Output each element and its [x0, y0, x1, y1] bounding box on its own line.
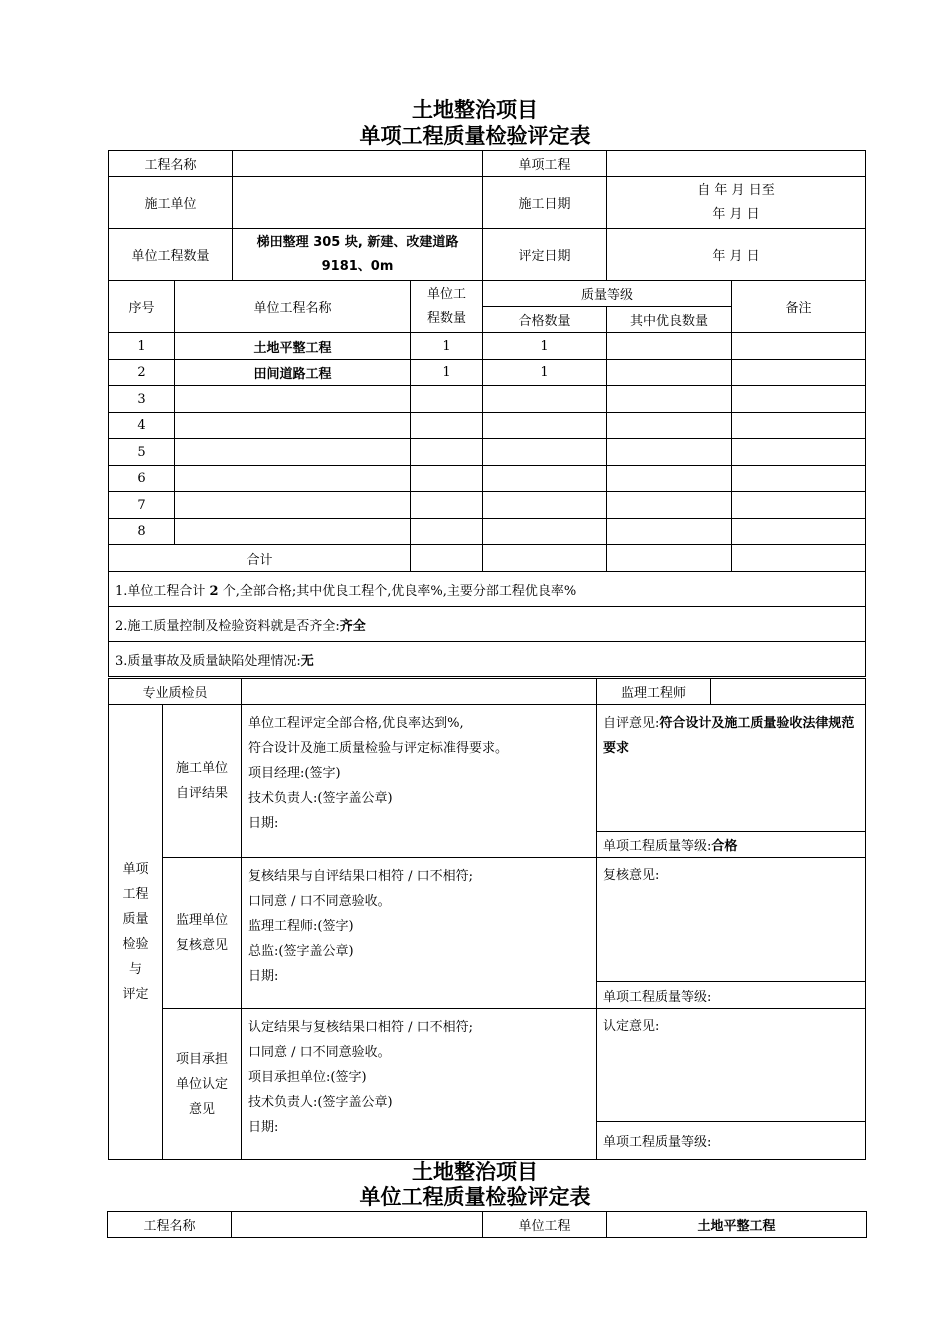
total-count[interactable]	[411, 545, 483, 572]
owner-confirm-text	[242, 1009, 597, 1160]
second-header-table	[107, 1211, 867, 1238]
unit-count-line2: 9181、0m	[321, 258, 394, 274]
row-name[interactable]	[175, 492, 411, 519]
row-count[interactable]: 1	[411, 360, 483, 386]
row-name[interactable]: 田间道路工程	[175, 360, 411, 386]
contractor-label: 施工单位	[109, 177, 233, 229]
col-unit-count-header	[411, 281, 483, 333]
row-seq: 4	[109, 413, 175, 439]
col-qualified-header: 合格数量	[483, 307, 607, 333]
summary-line-2-label: 2.施工质量控制及检验资料就是否齐全:	[115, 618, 340, 634]
owner-line: 技术负责人:(签字盖公章)	[248, 1095, 393, 1110]
col-excellent-header: 其中优良数量	[607, 307, 732, 333]
row-excellent[interactable]	[607, 333, 732, 360]
table-row	[109, 466, 866, 492]
total-remarks[interactable]	[732, 545, 866, 572]
row-excellent[interactable]	[607, 466, 732, 492]
owner-line: 项目承担单位:(签字)	[248, 1070, 367, 1085]
unit-count-line1: 梯田整理 305 块, 新建、改建道路	[256, 234, 459, 250]
document-title-line1: 土地整治项目	[412, 98, 538, 122]
owner-label-line: 项目承担	[176, 1051, 229, 1067]
row-remarks[interactable]	[732, 413, 866, 439]
col-unit-count-header-line2: 程数量	[426, 310, 466, 326]
summary-line-1-text-a: 1.单位工程合计	[115, 583, 210, 599]
contractor-line: 单位工程评定全部合格,优良率达到%,	[248, 716, 464, 731]
row-name[interactable]: 土地平整工程	[175, 333, 411, 360]
row-qualified[interactable]	[483, 413, 607, 439]
single-project-value[interactable]	[607, 151, 866, 177]
row-qualified[interactable]: 1	[483, 333, 607, 360]
contractor-line: 日期:	[248, 816, 279, 831]
side-label-line: 单项	[122, 862, 149, 877]
supervisor-engineer-label: 监理工程师	[597, 679, 711, 705]
col-quality-grade-header: 质量等级	[483, 281, 732, 307]
side-label-line: 评定	[122, 987, 149, 1002]
summary-line-1-count: 2	[209, 583, 219, 599]
second-project-name-value[interactable]	[232, 1212, 483, 1238]
row-remarks[interactable]	[732, 492, 866, 519]
supervisor-line: 口同意 / 口不同意验收。	[248, 894, 391, 909]
grade-1-value: 合格	[711, 839, 738, 854]
second-document-title-line2: 单位工程质量检验评定表	[359, 1185, 591, 1209]
row-excellent[interactable]	[607, 360, 732, 386]
summary-line-2	[109, 607, 866, 642]
row-name[interactable]	[175, 413, 411, 439]
row-excellent[interactable]	[607, 413, 732, 439]
grade-2-label: 单项工程质量等级:	[603, 989, 712, 1005]
row-count[interactable]	[411, 439, 483, 466]
supervisor-line: 复核结果与自评结果口相符 / 口不相符;	[248, 869, 474, 884]
supervisor-label-line: 复核意见	[176, 938, 229, 953]
summary-line-2-value: 齐全	[339, 618, 366, 634]
total-label: 合计	[109, 545, 411, 572]
owner-label-line: 意见	[189, 1101, 216, 1117]
table-row	[109, 492, 866, 519]
single-project-label: 单项工程	[483, 151, 607, 177]
col-unit-name-header: 单位工程名称	[175, 281, 411, 333]
grade-3-label: 单项工程质量等级:	[603, 1135, 712, 1150]
row-seq: 5	[109, 439, 175, 466]
review-opinion-cell[interactable]	[597, 858, 866, 982]
contractor-self-eval-text	[242, 705, 597, 858]
supervisor-engineer-value[interactable]	[711, 679, 866, 705]
owner-confirm-label	[163, 1009, 242, 1160]
row-qualified[interactable]: 1	[483, 360, 607, 386]
row-count[interactable]	[411, 386, 483, 413]
header-table	[108, 150, 866, 281]
row-seq: 1	[109, 333, 175, 360]
second-document-title-line1: 土地整治项目	[412, 1160, 538, 1184]
row-name[interactable]	[175, 466, 411, 492]
row-remarks[interactable]	[732, 519, 866, 545]
row-name[interactable]	[175, 439, 411, 466]
self-opinion-cell[interactable]	[597, 705, 866, 832]
row-seq: 3	[109, 386, 175, 413]
second-project-name-label: 工程名称	[108, 1212, 232, 1238]
project-name-value[interactable]	[233, 151, 483, 177]
row-count[interactable]	[411, 519, 483, 545]
row-qualified[interactable]	[483, 386, 607, 413]
row-count[interactable]: 1	[411, 333, 483, 360]
eval-date-value[interactable]: 年 月 日	[607, 229, 866, 281]
row-count[interactable]	[411, 466, 483, 492]
summary-line-3-value: 无	[300, 653, 314, 669]
total-qualified[interactable]	[483, 545, 607, 572]
construction-date-line2: 年 月 日	[712, 206, 760, 222]
construction-date-label: 施工日期	[483, 177, 607, 229]
owner-label-line: 单位认定	[176, 1076, 229, 1092]
contractor-label-line: 自评结果	[176, 786, 229, 801]
row-count[interactable]	[411, 413, 483, 439]
table-row	[109, 413, 866, 439]
total-excellent[interactable]	[607, 545, 732, 572]
row-name[interactable]	[175, 519, 411, 545]
contractor-self-eval-label	[163, 705, 242, 858]
contractor-line: 技术负责人:(签字盖公章)	[248, 791, 393, 806]
table-row	[109, 386, 866, 413]
contractor-label-line: 施工单位	[176, 761, 229, 776]
unit-count-label: 单位工程数量	[109, 229, 233, 281]
evaluation-table	[108, 678, 866, 1160]
unit-count-value[interactable]	[233, 229, 483, 281]
construction-date-line1: 自 年 月 日至	[697, 182, 775, 198]
construction-date-value[interactable]	[607, 177, 866, 229]
row-remarks[interactable]	[732, 333, 866, 360]
row-excellent[interactable]	[607, 386, 732, 413]
review-opinion-label: 复核意见:	[603, 868, 660, 883]
contractor-value[interactable]	[233, 177, 483, 229]
side-label-line: 质量	[122, 912, 149, 927]
row-qualified[interactable]	[483, 466, 607, 492]
self-opinion-value: 符合设计及施工质量验收法律规范要求	[603, 716, 855, 756]
contractor-line: 项目经理:(签字)	[248, 766, 341, 781]
table-row	[109, 519, 866, 545]
owner-line: 口同意 / 口不同意验收。	[248, 1045, 391, 1060]
row-excellent[interactable]	[607, 492, 732, 519]
row-name[interactable]	[175, 386, 411, 413]
eval-date-label: 评定日期	[483, 229, 607, 281]
supervisor-line: 总监:(签字盖公章)	[248, 944, 354, 959]
table-row	[109, 333, 866, 360]
document-title-line2: 单项工程质量检验评定表	[359, 124, 591, 148]
row-seq: 8	[109, 519, 175, 545]
row-remarks[interactable]	[732, 466, 866, 492]
col-remarks-header: 备注	[732, 281, 866, 333]
grade-1-cell[interactable]	[597, 832, 866, 858]
self-opinion-label: 自评意见:	[603, 716, 660, 731]
row-seq: 2	[109, 360, 175, 386]
table-row	[109, 360, 866, 386]
grade-2-cell[interactable]	[597, 982, 866, 1009]
col-seq-header: 序号	[109, 281, 175, 333]
confirm-opinion-label: 认定意见:	[603, 1019, 660, 1034]
grade-3-cell[interactable]	[597, 1122, 866, 1160]
row-qualified[interactable]	[483, 519, 607, 545]
owner-line: 日期:	[248, 1120, 279, 1135]
row-excellent[interactable]	[607, 519, 732, 545]
second-unit-project-value[interactable]: 土地平整工程	[607, 1212, 867, 1238]
row-count[interactable]	[411, 492, 483, 519]
supervisor-review-label	[163, 858, 242, 1009]
second-unit-project-label: 单位工程	[483, 1212, 607, 1238]
owner-line: 认定结果与复核结果口相符 / 口不相符;	[248, 1020, 474, 1035]
summary-line-1	[109, 572, 866, 607]
grade-1-label: 单项工程质量等级:	[603, 839, 712, 854]
supervisor-line: 日期:	[248, 969, 279, 984]
items-table	[108, 280, 866, 677]
supervisor-review-text	[242, 858, 597, 1009]
supervisor-label-line: 监理单位	[176, 913, 229, 928]
summary-line-1-text-c: 个,全部合格;其中优良工程个,优良率%,主要分部工程优良率%	[218, 583, 577, 599]
confirm-opinion-cell[interactable]	[597, 1009, 866, 1122]
project-name-label: 工程名称	[109, 151, 233, 177]
summary-line-3-label: 3.质量事故及质量缺陷处理情况:	[115, 653, 301, 669]
evaluation-side-label	[109, 705, 163, 1160]
total-row	[109, 545, 866, 572]
row-excellent[interactable]	[607, 439, 732, 466]
table-row	[109, 439, 866, 466]
side-label-line: 工程	[122, 887, 149, 902]
row-qualified[interactable]	[483, 492, 607, 519]
side-label-line: 与	[128, 962, 142, 977]
row-remarks[interactable]	[732, 360, 866, 386]
quality-inspector-label: 专业质检员	[109, 679, 242, 705]
side-label-line: 检验	[122, 937, 149, 952]
contractor-line: 符合设计及施工质量检验与评定标准得要求。	[248, 741, 509, 756]
row-qualified[interactable]	[483, 439, 607, 466]
summary-line-3	[109, 642, 866, 677]
col-unit-count-header-line1: 单位工	[426, 286, 466, 302]
row-seq: 6	[109, 466, 175, 492]
supervisor-line: 监理工程师:(签字)	[248, 919, 354, 934]
row-remarks[interactable]	[732, 439, 866, 466]
row-seq: 7	[109, 492, 175, 519]
row-remarks[interactable]	[732, 386, 866, 413]
quality-inspector-value[interactable]	[242, 679, 597, 705]
